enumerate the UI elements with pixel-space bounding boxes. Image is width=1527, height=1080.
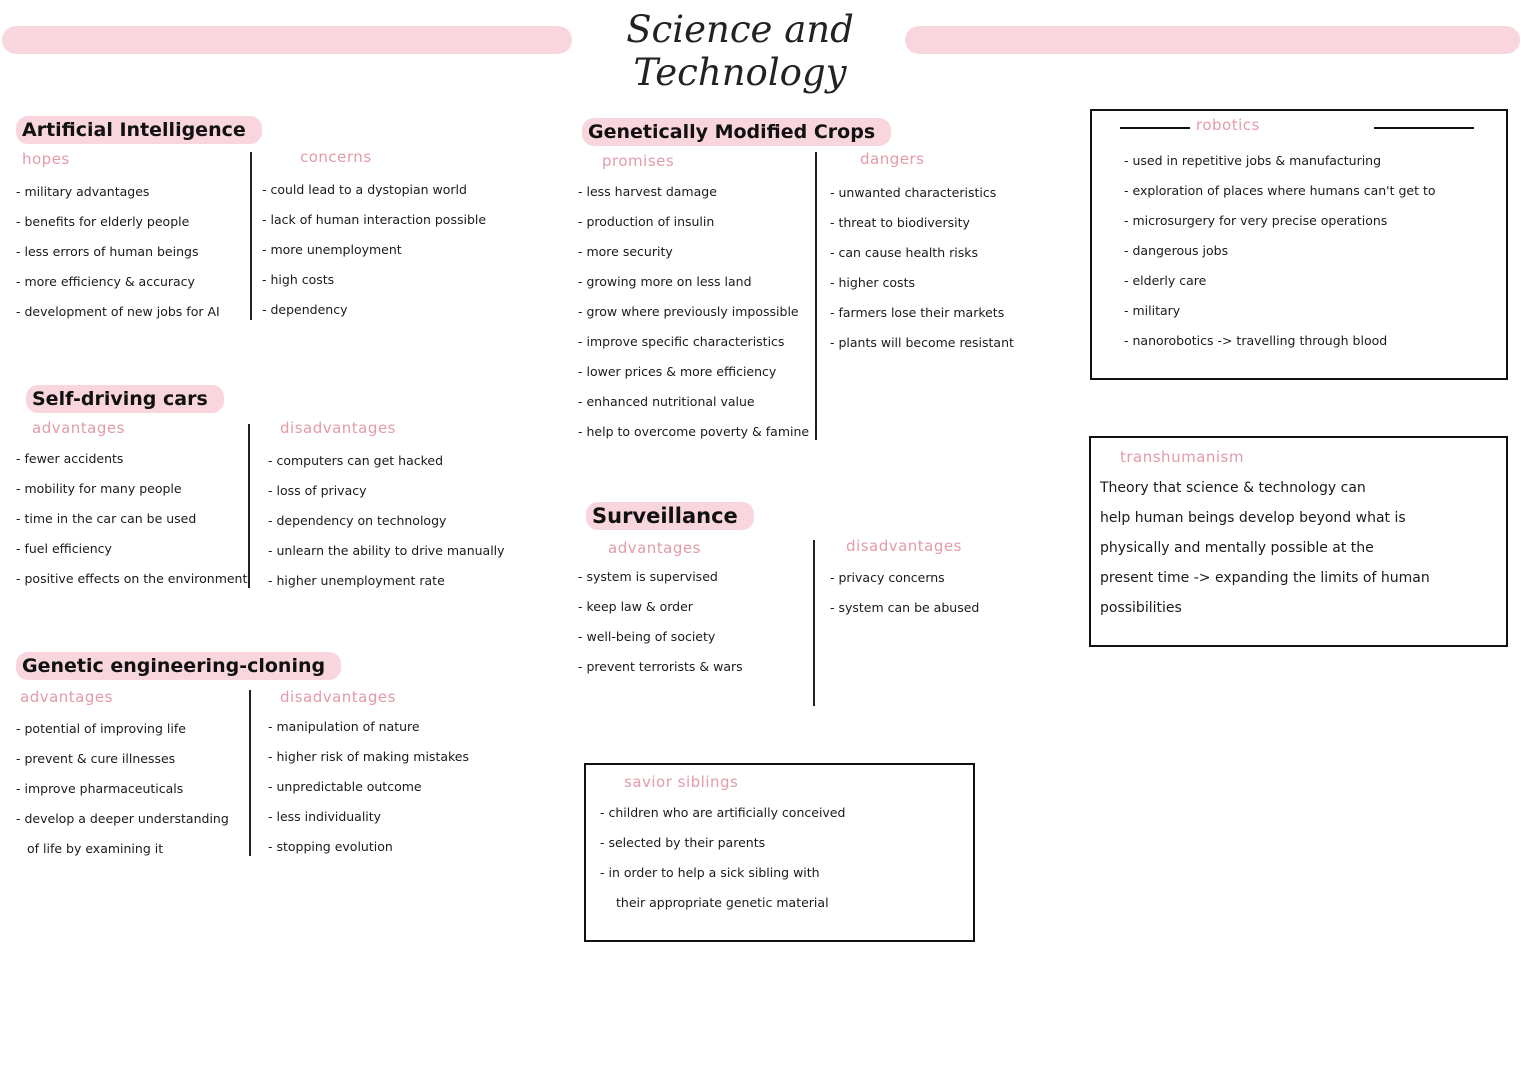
cars-heading: Self-driving cars (26, 385, 224, 413)
ai-concerns-list (262, 175, 486, 325)
gmo-promises-label: promises (602, 152, 675, 170)
list-item: - nanorobotics -> travelling through blood (1124, 326, 1436, 356)
surveillance-disadvantages-label: disadvantages (846, 537, 962, 555)
list-item: - production of insulin (578, 207, 809, 237)
list-item: - dependency on technology (268, 506, 505, 536)
list-item: - improve pharmaceuticals (16, 774, 229, 804)
list-item: - manipulation of nature (268, 712, 469, 742)
list-item: - can cause health risks (830, 238, 1014, 268)
ai-hopes-label: hopes (22, 150, 70, 168)
list-item: - well-being of society (578, 622, 743, 652)
list-item: - plants will become resistant (830, 328, 1014, 358)
cloning-disadvantages-label: disadvantages (280, 688, 396, 706)
list-item: - used in repetitive jobs & manufacturing (1124, 146, 1436, 176)
savior-siblings-continuation: their appropriate genetic material (616, 895, 829, 910)
list-item: - develop a deeper understanding (16, 804, 229, 834)
gmo-dangers-label: dangers (860, 150, 925, 168)
list-item: - fewer accidents (16, 444, 247, 474)
list-item: - growing more on less land (578, 267, 809, 297)
surveillance-divider (813, 540, 815, 706)
ai-divider (250, 152, 252, 320)
savior-siblings-list (600, 798, 845, 888)
list-item: - more efficiency & accuracy (16, 267, 220, 297)
title-banner-left (2, 26, 572, 54)
robotics-title-line-right (1374, 127, 1474, 129)
cloning-heading: Genetic engineering-cloning (16, 652, 341, 680)
list-item: - unwanted characteristics (830, 178, 1014, 208)
surveillance-advantages-list (578, 562, 743, 682)
list-item: - dangerous jobs (1124, 236, 1436, 266)
list-item: - dependency (262, 295, 486, 325)
list-item: - keep law & order (578, 592, 743, 622)
list-item: - more security (578, 237, 809, 267)
robotics-list (1124, 146, 1436, 356)
page-title: Science and Technology (626, 8, 854, 94)
cars-advantages-label: advantages (32, 419, 125, 437)
cars-disadvantages-list (268, 446, 505, 596)
ai-concerns-label: concerns (300, 148, 372, 166)
list-item: - improve specific characteristics (578, 327, 809, 357)
list-item: - exploration of places where humans can't get to (1124, 176, 1436, 206)
list-item: - military advantages (16, 177, 220, 207)
transhumanism-definition (1100, 473, 1430, 623)
list-item: - threat to biodiversity (830, 208, 1014, 238)
list-item: - children who are artificially conceived (600, 798, 845, 828)
list-item: - selected by their parents (600, 828, 845, 858)
list-item: - stopping evolution (268, 832, 469, 862)
list-item: - mobility for many people (16, 474, 247, 504)
transhumanism-line: possibilities (1100, 600, 1182, 616)
cars-disadvantages-label: disadvantages (280, 419, 396, 437)
list-item: - military (1124, 296, 1436, 326)
list-item: - higher unemployment rate (268, 566, 505, 596)
list-item: - loss of privacy (268, 476, 505, 506)
cloning-divider (249, 690, 251, 856)
list-item: - computers can get hacked (268, 446, 505, 476)
list-item: - high costs (262, 265, 486, 295)
title-banner-right (905, 26, 1520, 54)
surveillance-advantages-label: advantages (608, 539, 701, 557)
list-item: - less individuality (268, 802, 469, 832)
gmo-promises-list (578, 177, 809, 447)
cloning-advantage-continuation: of life by examining it (27, 841, 164, 856)
cars-advantages-list (16, 444, 247, 594)
list-item: - system is supervised (578, 562, 743, 592)
list-item: - less harvest damage (578, 177, 809, 207)
list-item: - help to overcome poverty & famine (578, 417, 809, 447)
savior-siblings-title: savior siblings (624, 773, 739, 791)
cloning-advantages-list (16, 714, 229, 834)
transhumanism-line: physically and mentally possible at the (1100, 540, 1374, 556)
gmo-heading: Genetically Modified Crops (582, 118, 891, 146)
robotics-title-line-left (1120, 127, 1190, 129)
list-item: - time in the car can be used (16, 504, 247, 534)
list-item: - farmers lose their markets (830, 298, 1014, 328)
list-item: - microsurgery for very precise operations (1124, 206, 1436, 236)
list-item: - privacy concerns (830, 563, 979, 593)
list-item: - could lead to a dystopian world (262, 175, 486, 205)
transhumanism-title: transhumanism (1120, 448, 1244, 466)
list-item: - potential of improving life (16, 714, 229, 744)
list-item: - system can be abused (830, 593, 979, 623)
list-item: - elderly care (1124, 266, 1436, 296)
list-item: - more unemployment (262, 235, 486, 265)
cars-divider (248, 424, 250, 588)
list-item: - benefits for elderly people (16, 207, 220, 237)
cloning-advantages-label: advantages (20, 688, 113, 706)
list-item: - prevent & cure illnesses (16, 744, 229, 774)
transhumanism-line: help human beings develop beyond what is (1100, 510, 1406, 526)
list-item: - lack of human interaction possible (262, 205, 486, 235)
list-item: - development of new jobs for AI (16, 297, 220, 327)
robotics-title: robotics (1196, 116, 1260, 134)
list-item: - unlearn the ability to drive manually (268, 536, 505, 566)
gmo-divider (815, 152, 817, 440)
list-item: - lower prices & more efficiency (578, 357, 809, 387)
cloning-disadvantages-list (268, 712, 469, 862)
list-item: - higher risk of making mistakes (268, 742, 469, 772)
transhumanism-line: present time -> expanding the limits of human (1100, 570, 1430, 586)
list-item: - unpredictable outcome (268, 772, 469, 802)
list-item: - enhanced nutritional value (578, 387, 809, 417)
list-item: - fuel efficiency (16, 534, 247, 564)
list-item: - less errors of human beings (16, 237, 220, 267)
transhumanism-line: Theory that science & technology can (1100, 480, 1366, 496)
ai-hopes-list (16, 177, 220, 327)
gmo-dangers-list (830, 178, 1014, 358)
list-item: - in order to help a sick sibling with (600, 858, 845, 888)
surveillance-heading: Surveillance (586, 502, 754, 530)
list-item: - prevent terrorists & wars (578, 652, 743, 682)
list-item: - higher costs (830, 268, 1014, 298)
surveillance-disadvantages-list (830, 563, 979, 623)
ai-heading: Artificial Intelligence (16, 116, 262, 144)
list-item: - grow where previously impossible (578, 297, 809, 327)
list-item: - positive effects on the environment (16, 564, 247, 594)
